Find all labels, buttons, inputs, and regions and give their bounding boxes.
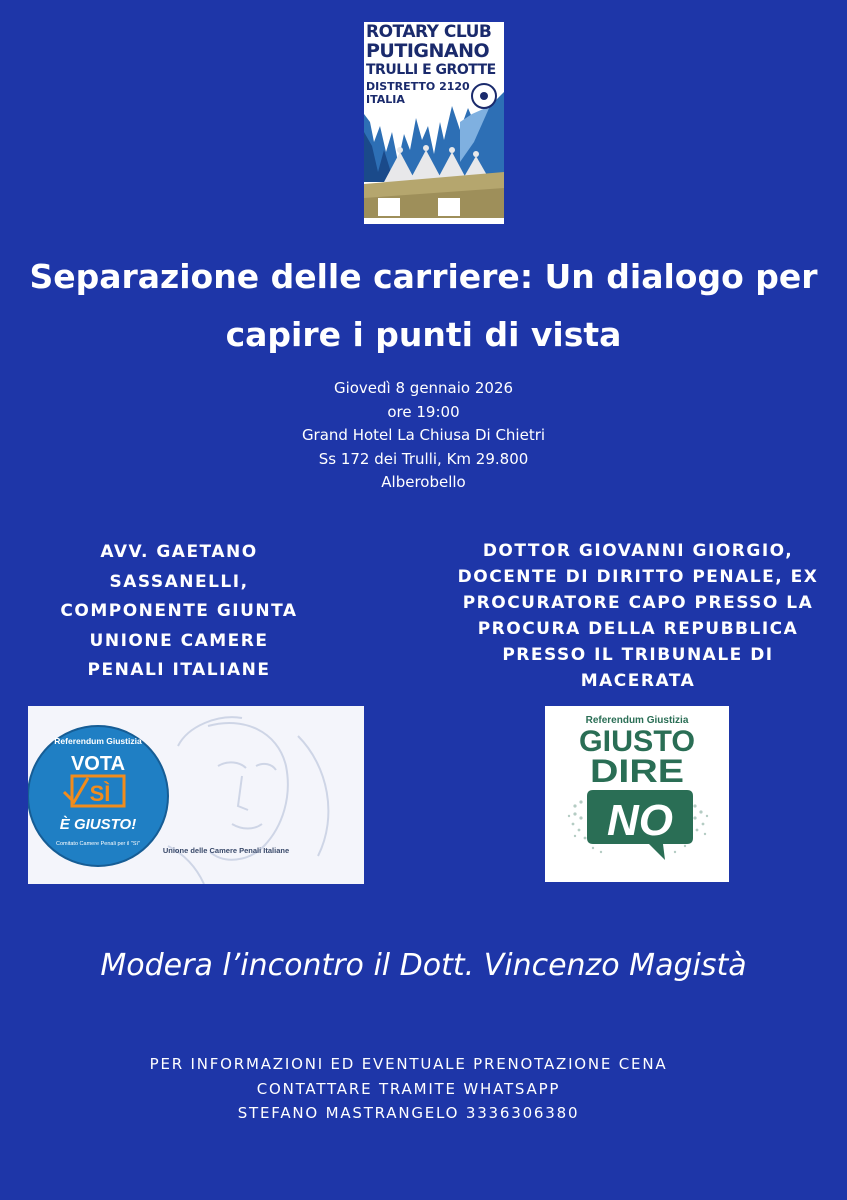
referendum-text: Referendum Giustizia xyxy=(585,715,689,726)
info-line-1: PER INFORMAZIONI ED EVENTUALE PRENOTAZIONE CENA xyxy=(149,1055,668,1073)
moderator-line: Modera l’incontro il Dott. Vincenzo Magistà xyxy=(100,948,747,983)
no-text: NO xyxy=(607,796,673,845)
event-time: ore 19:00 xyxy=(387,402,460,421)
event-city: Alberobello xyxy=(381,473,466,491)
info-line-3: STEFANO MASTRANGELO 3336306380 xyxy=(237,1104,580,1122)
giusto-dire-no-graphic xyxy=(545,706,729,882)
logo-line-1: ROTARY CLUB xyxy=(366,22,492,42)
logo-line-4: DISTRETTO 2120 xyxy=(366,80,470,93)
speaker-left-line: COMPONENTE GIUNTA xyxy=(60,601,298,621)
speaker-left-line: SASSANELLI, xyxy=(109,571,249,592)
logo-line-3: TRULLI E GROTTE xyxy=(366,62,496,78)
speaker-right-line: PROCURA DELLA REPUBBLICA xyxy=(477,619,799,639)
logo-line-5: ITALIA xyxy=(366,93,405,106)
badge-top-text: Referendum Giustizia xyxy=(54,736,142,746)
dire-text: DIRE xyxy=(590,753,684,789)
event-details xyxy=(220,377,627,495)
badge-bottom-text: Comitato Camere Penali per il "Sì" xyxy=(56,841,140,847)
speaker-left-line: PENALI ITALIANE xyxy=(87,660,271,680)
event-address: Ss 172 dei Trulli, Km 29.800 xyxy=(318,449,529,468)
speaker-right-line: PRESSO IL TRIBUNALE DI xyxy=(502,645,774,665)
ucpi-caption: Unione delle Camere Penali Italiane xyxy=(162,846,290,855)
giusto-text: GIUSTO xyxy=(579,725,695,758)
rotary-club-logo xyxy=(364,22,504,224)
vota-si-graphic xyxy=(28,706,364,884)
event-title xyxy=(20,248,827,364)
speaker-right-line: DOTTOR GIOVANNI GIORGIO, xyxy=(482,541,794,561)
info-block xyxy=(0,1052,817,1126)
speaker-left-line: UNIONE CAMERE xyxy=(89,630,269,651)
info-line-2: CONTATTARE TRAMITE WHATSAPP xyxy=(256,1079,561,1098)
speaker-right xyxy=(448,538,828,694)
event-title-line-2: capire i punti di vista xyxy=(225,315,622,354)
speaker-right-line: DOCENTE DI DIRITTO PENALE, EX xyxy=(457,567,819,587)
speaker-left xyxy=(30,538,328,686)
badge-vota-text: VOTA xyxy=(70,753,126,775)
giusto-dire-no-card xyxy=(545,706,729,882)
logo-line-2: PUTIGNANO xyxy=(366,40,490,62)
event-title-line-1: Separazione delle carriere: Un dialogo per xyxy=(29,257,818,296)
badge-giusto-text: È GIUSTO! xyxy=(59,816,137,833)
speaker-left-line: AVV. GAETANO xyxy=(100,542,258,562)
speaker-right-line: MACERATA xyxy=(580,671,696,691)
event-date: Giovedì 8 gennaio 2026 xyxy=(333,379,514,397)
event-venue: Grand Hotel La Chiusa Di Chietri xyxy=(301,426,546,444)
vota-si-card xyxy=(28,706,364,884)
badge-si-text: SÌ xyxy=(89,781,111,806)
speaker-right-line: PROCURATORE CAPO PRESSO LA xyxy=(462,593,814,613)
